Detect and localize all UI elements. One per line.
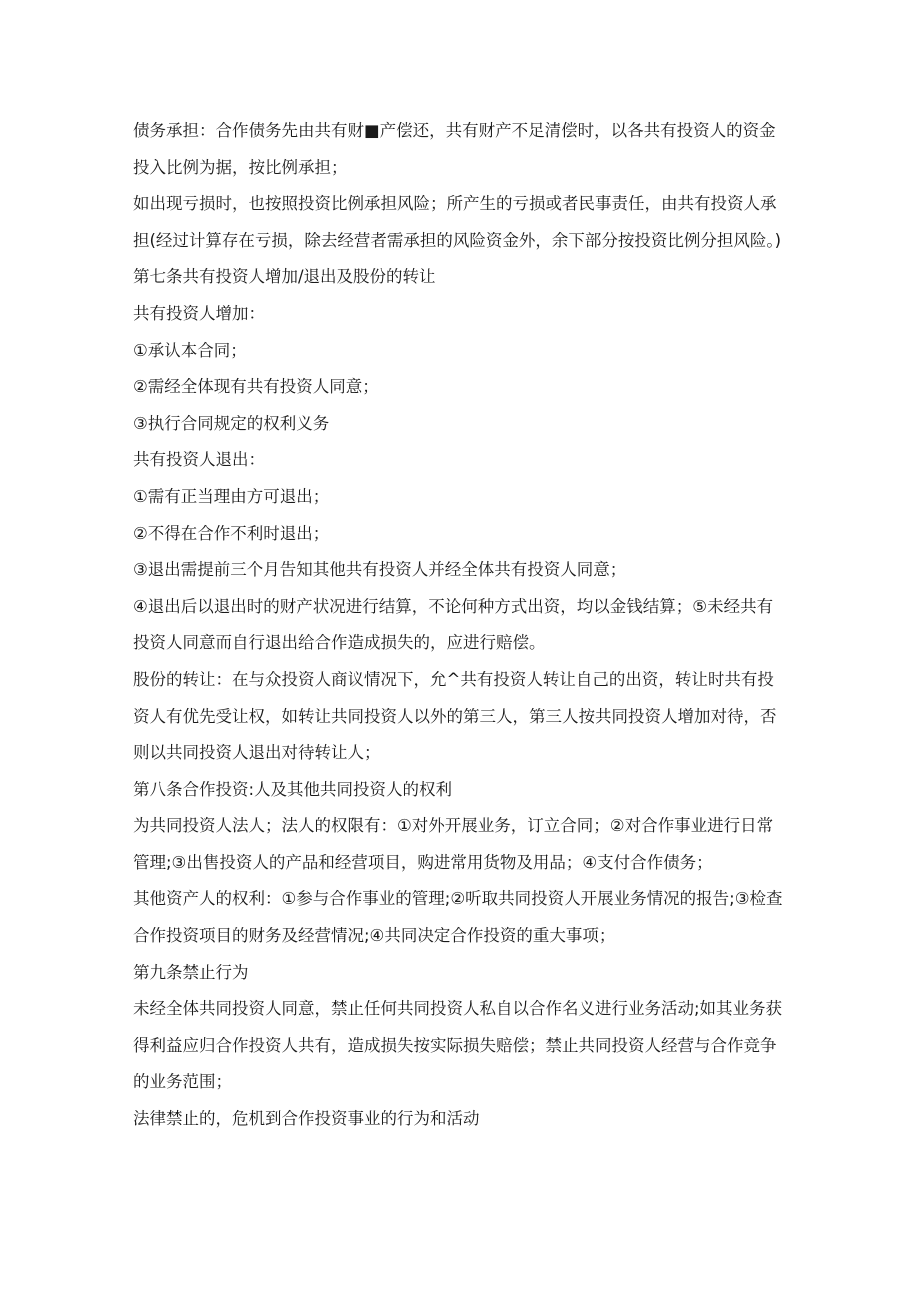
document-body — [133, 113, 783, 1138]
paragraph-legal-prohibitions: 法律禁止的，危机到合作投资事业的行为和活动 — [133, 1109, 480, 1129]
list-item: ④退出后以退出时的财产状况进行结算，不论何种方式出资，均以金钱结算；⑤未经共有投资人同意而自行退出给合作造成损失的，应进行赔偿。 — [133, 596, 774, 653]
paragraph-prohibitions: 未经全体共同投资人同意，禁止任何共同投资人私自以合作名义进行业务活动;如其业务获得利益应归合作投资人共有，造成损失按实际损失赔偿；禁止共同投资人经营与合作竞争的业务范围； — [133, 999, 783, 1092]
list-item: ③执行合同规定的权利义务 — [133, 413, 330, 433]
article-8-heading: 第八条合作投资:人及其他共同投资人的权利 — [133, 779, 453, 799]
paragraph-legal-person-rights: 为共同投资人法人；法人的权限有：①对外开展业务，订立合同；②对合作事业进行日常管理;③出售投资人的产品和经营项目，购进常用货物及用品；④支付合作债务； — [133, 816, 774, 872]
list-item: ③退出需提前三个月告知其他共有投资人并经全体共有投资人同意； — [133, 560, 627, 580]
list-item: ②不得在合作不利时退出； — [133, 523, 330, 543]
list-item: ①需有正当理由方可退出； — [133, 486, 330, 506]
list-item: ②需经全体现有共有投资人同意； — [133, 377, 379, 397]
paragraph-investor-exit: 共有投资人退出： — [133, 450, 265, 470]
list-item: ①承认本合同； — [133, 340, 247, 360]
paragraph-investor-increase: 共有投资人增加： — [133, 303, 265, 323]
paragraph-other-investor-rights: 其他资产人的权利：①参与合作事业的管理;②听取共同投资人开展业务情况的报告;③检查合作投资项目的财务及经营情况;④共同决定合作投资的重大事项； — [133, 889, 783, 946]
paragraph-loss-sharing: 如出现亏损时，也按照投资比例承担风险；所产生的亏损或者民事责任，由共有投资人承担(经过计算存在亏损，除去经营者需承担的风险资金外，余下部分按投资比例分担风险。) — [133, 194, 782, 250]
paragraph-debt-bearing: 债务承担：合作债务先由共有财■产偿还，共有财产不足清偿时，以各共有投资人的资金投入比例为据，按比例承担； — [133, 121, 776, 177]
article-7-heading: 第七条共有投资人增加/退出及股份的转让 — [133, 267, 436, 287]
article-9-heading: 第九条禁止行为 — [133, 962, 249, 982]
paragraph-share-transfer: 股份的转让：在与众投资人商议情况下，允^共有投资人转让自己的出资，转让时共有投资人有优先受让权，如转让共同投资人以外的第三人，第三人按共同投资人增加对待，否则以共同投资人退出对待转让人； — [133, 669, 777, 763]
